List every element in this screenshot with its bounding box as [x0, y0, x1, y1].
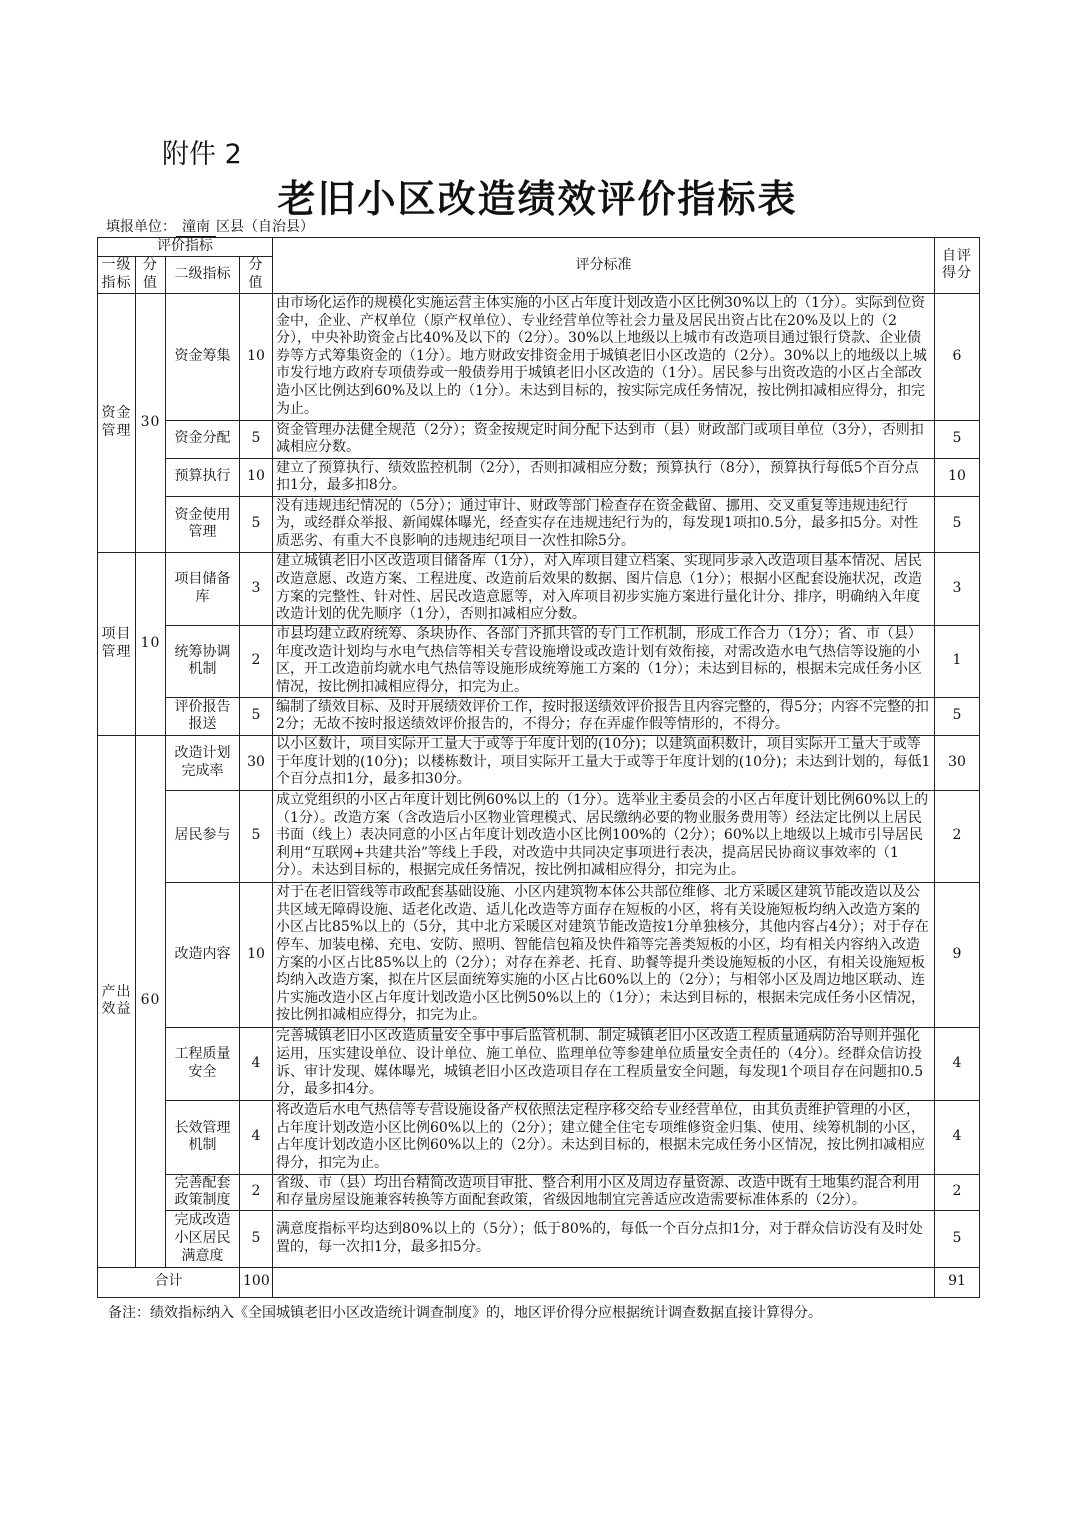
- level1-score: 60: [136, 735, 166, 1267]
- criteria-text: 完善城镇老旧小区改造质量安全事中事后监管机制、制定城镇老旧小区改造工程质量通病防治导则并强化运用，压实建设单位、设计单位、施工单位、监理单位等参建单位质量安全责任的（4分）。经群众信访投诉、审计发现、媒体曝光，城镇老旧小区改造项目存在工程质量安全问题，每发现1个项目存在问题扣0.5分，最多扣4分。: [273, 1027, 935, 1100]
- fill-unit-value: 潼南: [176, 216, 216, 237]
- level2-score: 10: [240, 882, 273, 1027]
- self-score: 2: [935, 1174, 980, 1210]
- total-row: [98, 1267, 980, 1297]
- table-row: [98, 697, 980, 735]
- criteria-text: 市县均建立政府统筹、条块协作、各部门齐抓共管的专门工作机制，形成工作合力（1分）；省、市（县）年度改造计划均与水电气热信等相关专营设施增设或改造计划有效衔接，对需改造水电气热信等设施的小区，开工改造前均就水电气热信等设施形成统筹施工方案的（1分）；未达到目标的，根据未完成任务小区情况，按比例扣减相应得分，扣完为止。: [273, 625, 935, 697]
- level2-name: 评价报告报送: [166, 697, 240, 735]
- criteria-text: 满意度指标平均达到80%以上的（5分）；低于80%的，每低一个百分点扣1分，对于群众信访没有及时处置的，每一次扣1分，最多扣5分。: [273, 1210, 935, 1267]
- page-title: 老旧小区改造绩效评价指标表: [277, 176, 798, 221]
- table-row: [98, 882, 980, 1027]
- self-score: 5: [935, 697, 980, 735]
- self-score: 5: [935, 496, 980, 552]
- self-score: 3: [935, 552, 980, 625]
- fill-unit-line: [106, 216, 314, 237]
- criteria-text: 省级、市（县）均出台精简改造项目审批、整合利用小区及周边存量资源、改造中既有土地集约混合利用和存量房屋设施兼容转换等方面配套政策，省级因地制宜完善适应改造需要标准体系的（2分）。: [273, 1174, 935, 1210]
- level2-name: 项目储备库: [166, 552, 240, 625]
- level2-score: 5: [240, 420, 273, 458]
- level2-name: 改造内容: [166, 882, 240, 1027]
- table-row: [98, 1174, 980, 1210]
- self-score: 5: [935, 1210, 980, 1267]
- level1-score: 10: [136, 552, 166, 735]
- criteria-text: 成立党组织的小区占年度计划比例60%以上的（1分）。选举业主委员会的小区占年度计划比例60%以上的（1分）。改造方案（含改造后小区物业管理模式、居民缴纳必要的物业服务费用等）经法定比例以上居民书面（线上）表决同意的小区占年度计划改造小区比例100%的（2分）；60%以上地级以上城市引导居民利用“互联网+共建共治”等线上手段，对改造中共同决定事项进行表决，提高居民协商议事效率的（1分）。未达到目标的，根据完成任务情况，按比例扣减相应得分，扣完为止。: [273, 790, 935, 882]
- self-score: 2: [935, 790, 980, 882]
- table-row: [98, 790, 980, 882]
- table-row: [98, 625, 980, 697]
- level2-name: 长效管理机制: [166, 1100, 240, 1174]
- level2-name: 预算执行: [166, 458, 240, 496]
- header-level2: 二级指标: [166, 256, 240, 293]
- self-score: 5: [935, 420, 980, 458]
- self-score: 6: [935, 293, 980, 420]
- header-score1: 分值: [136, 256, 166, 293]
- criteria-text: 建立了预算执行、绩效监控机制（2分），否则扣减相应分数；预算执行（8分），预算执行每低5个百分点扣1分，最多扣8分。: [273, 458, 935, 496]
- table-row: [98, 496, 980, 552]
- total-label: 合计: [98, 1267, 240, 1297]
- criteria-text: 将改造后水电气热信等专营设施设备产权依照法定程序移交给专业经营单位，由其负责维护管理的小区，占年度计划改造小区比例60%以上的（2分）；建立健全住宅专项维修资金归集、使用、续筹机制的小区，占年度计划改造小区比例60%以上的（2分）。未达到目标的，根据未完成任务小区情况，按比例扣减相应得分，扣完为止。: [273, 1100, 935, 1174]
- self-score: 30: [935, 735, 980, 790]
- self-score: 9: [935, 882, 980, 1027]
- self-score: 4: [935, 1027, 980, 1100]
- level1-name: 项目管理: [98, 552, 136, 735]
- header-criteria: 评分标准: [273, 238, 935, 294]
- level2-score: 4: [240, 1100, 273, 1174]
- table-row: [98, 420, 980, 458]
- total-criteria-empty: [273, 1267, 935, 1297]
- level2-score: 5: [240, 1210, 273, 1267]
- self-score: 1: [935, 625, 980, 697]
- level2-name: 资金筹集: [166, 293, 240, 420]
- level2-score: 2: [240, 625, 273, 697]
- level1-score: 30: [136, 293, 166, 552]
- criteria-text: 编制了绩效目标、及时开展绩效评价工作，按时报送绩效评价报告且内容完整的，得5分；内容不完整的扣2分；无故不按时报送绩效评价报告的，不得分；存在弄虚作假等情形的，不得分。: [273, 697, 935, 735]
- level2-score: 5: [240, 496, 273, 552]
- level2-name: 资金使用管理: [166, 496, 240, 552]
- level1-name: 产出效益: [98, 735, 136, 1267]
- total-score: 100: [240, 1267, 273, 1297]
- table-row: [98, 1027, 980, 1100]
- level2-name: 完善配套政策制度: [166, 1174, 240, 1210]
- header-self-score: 自评得分: [935, 238, 980, 294]
- level2-score: 2: [240, 1174, 273, 1210]
- level2-score: 5: [240, 697, 273, 735]
- evaluation-table: [97, 237, 980, 1298]
- level2-score: 4: [240, 1027, 273, 1100]
- fill-unit-label: 填报单位：: [106, 219, 176, 235]
- level2-name: 完成改造小区居民满意度: [166, 1210, 240, 1267]
- level2-score: 30: [240, 735, 273, 790]
- header-score2: 分值: [240, 256, 273, 293]
- level2-score: 10: [240, 458, 273, 496]
- level2-score: 3: [240, 552, 273, 625]
- table-row: [98, 1100, 980, 1174]
- table-row: [98, 293, 980, 420]
- footnote: 备注：绩效指标纳入《全国城镇老旧小区改造统计调查制度》的，地区评价得分应根据统计调查数据直接计算得分。: [108, 1305, 822, 1321]
- level2-score: 5: [240, 790, 273, 882]
- level1-name: 资金管理: [98, 293, 136, 552]
- fill-unit-suffix: 区县（自治县）: [216, 219, 314, 235]
- total-self-score: 91: [935, 1267, 980, 1297]
- level2-name: 资金分配: [166, 420, 240, 458]
- table-row: [98, 552, 980, 625]
- level2-name: 改造计划完成率: [166, 735, 240, 790]
- level2-name: 居民参与: [166, 790, 240, 882]
- attachment-label: 附件 2: [162, 139, 242, 170]
- criteria-text: 对于在老旧管线等市政配套基础设施、小区内建筑物本体公共部位维修、北方采暖区建筑节能改造以及公共区域无障碍设施、适老化改造、适儿化改造等方面存在短板的小区，将有关设施短板均纳入改造方案的小区占比85%以上的（5分，其中北方采暖区对建筑节能改造按1分单独核分，其他内容占4分）；对于存在停车、加装电梯、充电、安防、照明、智能信包箱及快件箱等完善类短板的小区，均有相关内容纳入改造方案的小区占比85%以上的（2分）；对存在养老、托育、助餐等提升类设施短板的小区，有相关设施短板均纳入改造方案，拟在片区层面统筹实施的小区占比60%以上的（2分）；与相邻小区及周边地区联动、连片实施改造小区占年度计划改造小区比例50%以上的（1分）；未达到目标的，根据未完成任务小区情况，按比例扣减相应得分，扣完为止。: [273, 882, 935, 1027]
- criteria-text: 没有违规违纪情况的（5分）；通过审计、财政等部门检查存在资金截留、挪用、交叉重复等违规违纪行为，或经群众举报、新闻媒体曝光，经查实存在违规违纪行为的，每发现1项扣0.5分，最多扣5分。对性质恶劣、有重大不良影响的违规违纪项目一次性扣除5分。: [273, 496, 935, 552]
- level2-score: 10: [240, 293, 273, 420]
- criteria-text: 建立城镇老旧小区改造项目储备库（1分），对入库项目建立档案、实现同步录入改造项目基本情况、居民改造意愿、改造方案、工程进度、改造前后效果的数据、图片信息（1分）；根据小区配套设施状况，改造方案的完整性、针对性、居民改造意愿等，对入库项目初步实施方案进行量化计分、排序，明确纳入年度改造计划的优先顺序（1分），否则扣减相应分数。: [273, 552, 935, 625]
- criteria-text: 以小区数计，项目实际开工量大于或等于年度计划的(10分)；以建筑面积数计，项目实际开工量大于或等于年度计划的(10分)；以楼栋数计，项目实际开工量大于或等于年度计划的(10分)；未达到计划的，每低1个百分点扣1分，最多扣30分。: [273, 735, 935, 790]
- table-row: [98, 735, 980, 790]
- criteria-text: 资金管理办法健全规范（2分）；资金按规定时间分配下达到市（县）财政部门或项目单位（3分），否则扣减相应分数。: [273, 420, 935, 458]
- level2-name: 工程质量安全: [166, 1027, 240, 1100]
- table-row: [98, 458, 980, 496]
- header-group: 评价指标: [98, 238, 273, 257]
- self-score: 4: [935, 1100, 980, 1174]
- header-row-1: [98, 238, 980, 257]
- level2-name: 统筹协调机制: [166, 625, 240, 697]
- self-score: 10: [935, 458, 980, 496]
- table-row: [98, 1210, 980, 1267]
- criteria-text: 由市场化运作的规模化实施运营主体实施的小区占年度计划改造小区比例30%以上的（1分）。实际到位资金中，企业、产权单位（原产权单位）、专业经营单位等社会力量及居民出资占比在20%及以上的（2分），中央补助资金占比40%及以下的（2分）。30%以上地级以上城市有改造项目通过银行贷款、企业债券等方式筹集资金的（1分）。地方财政安排资金用于城镇老旧小区改造的（2分）。30%以上的地级以上城市发行地方政府专项债券或一般债券用于城镇老旧小区改造的（1分）。居民参与出资改造的小区占全部改造小区比例达到60%及以上的（1分）。未达到目标的，按实际完成任务情况，按比例扣减相应得分，扣完为止。: [273, 293, 935, 420]
- header-level1: 一级指标: [98, 256, 136, 293]
